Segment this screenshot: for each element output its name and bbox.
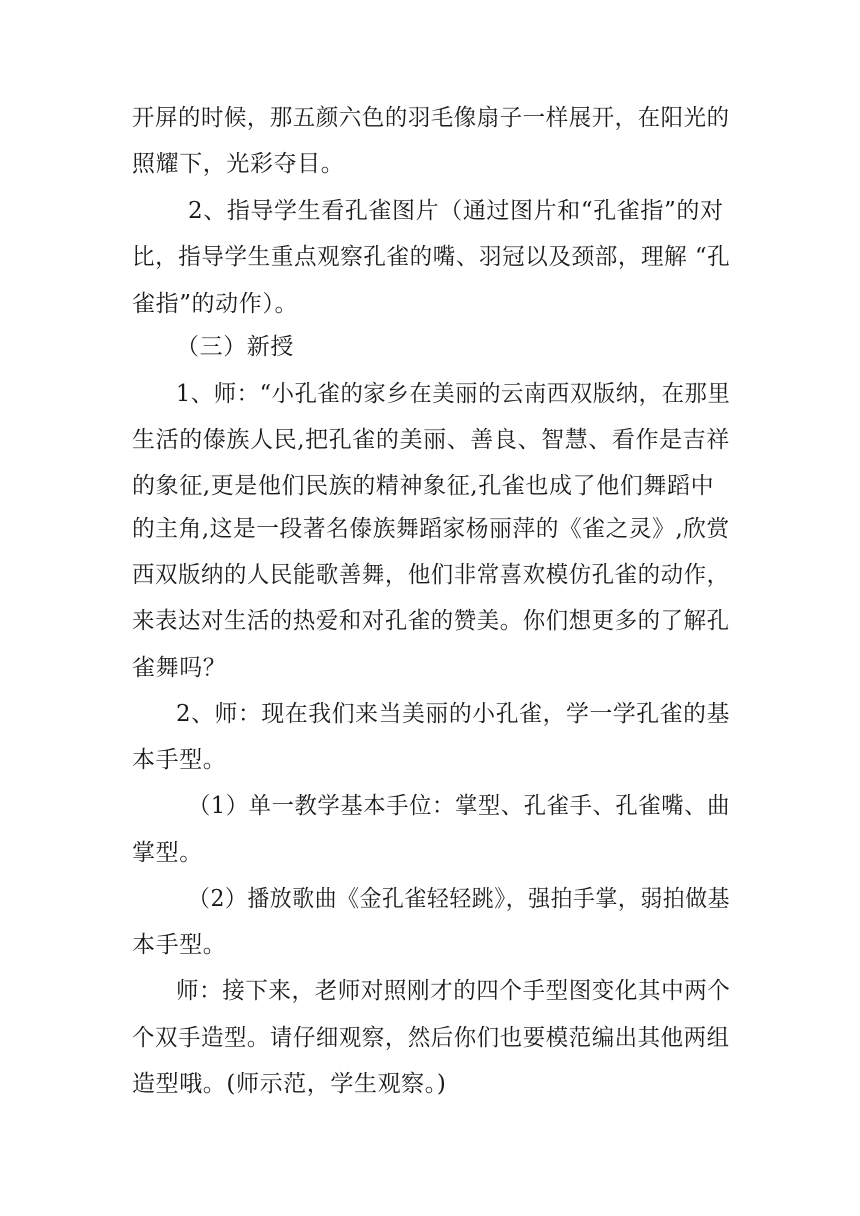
text-line: 1、师：“小孔雀的家乡在美丽的云南西双版纳，在那里 — [176, 381, 731, 407]
text-line: 2、指导学生看孔雀图片（通过图片和“孔雀指”的对 — [188, 198, 724, 224]
text-line: 开屏的时候，那五颜六色的羽毛像扇子一样展开，在阳光的 — [132, 105, 730, 131]
section-heading: （三）新授 — [176, 334, 294, 360]
text-line: （2）播放歌曲《金孔雀轻轻跳》，强拍手掌，弱拍做基 — [188, 886, 731, 912]
text-line: 造型哦。(师示范，学生观察。) — [132, 1071, 447, 1097]
text-line: 2、师：现在我们来当美丽的小孔雀，学一学孔雀的基 — [176, 701, 731, 727]
text-line: 生活的傣族人民,把孔雀的美丽、善良、智慧、看作是吉祥 — [132, 427, 730, 453]
text-line: 本手型。 — [132, 747, 227, 773]
text-line: 师：接下来，老师对照刚才的四个手型图变化其中两个 — [176, 978, 731, 1004]
text-line: 雀指”的动作）。 — [132, 291, 299, 317]
text-line: （1）单一教学基本手位：掌型、孔雀手、孔雀嘴、曲 — [188, 793, 731, 819]
text-line: 雀舞吗？ — [132, 655, 227, 681]
text-line: 个双手造型。请仔细观察，然后你们也要模范编出其他两组 — [132, 1025, 730, 1051]
text-line: 的主角,这是一段著名傣族舞蹈家杨丽萍的《雀之灵》,欣赏 — [132, 516, 730, 542]
text-line: 照耀下，光彩夺目。 — [132, 151, 345, 177]
text-line: 的象征,更是他们民族的精神象征,孔雀也成了他们舞蹈中 — [132, 473, 715, 499]
text-line: 西双版纳的人民能歌善舞，他们非常喜欢模仿孔雀的动作， — [132, 562, 730, 588]
text-line: 比，指导学生重点观察孔雀的嘴、羽冠以及颈部，理解 “孔 — [132, 244, 731, 270]
text-line: 掌型。 — [132, 840, 203, 866]
text-line: 来表达对生活的热爱和对孔雀的赞美。你们想更多的了解孔 — [132, 608, 730, 634]
text-line: 本手型。 — [132, 932, 227, 958]
